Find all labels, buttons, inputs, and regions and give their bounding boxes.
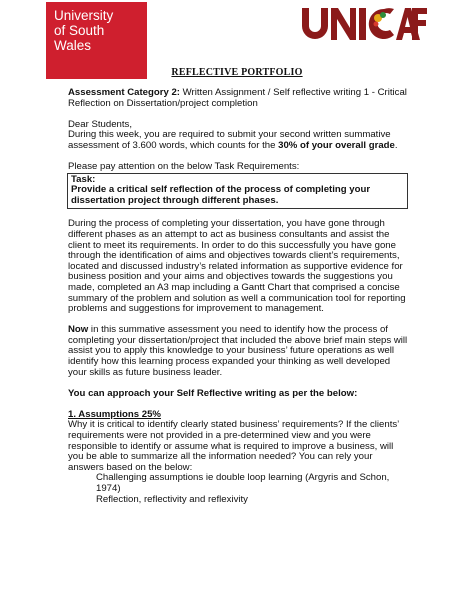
list-item-text: Reflection, reflectivity and reflexivity bbox=[96, 493, 248, 505]
body-paragraph: During the process of completing your dissertation, you have gone through different phases as an attempt to act as business consultants and assist the client to meet its requirements. In order to do this successfully you have gone through the identification of aims and objectives towards client’s requirements, located and discussed industry’s related information as supportive evidence for business position and your aims and objectives towards the suggestions you made, completed an A3 map including a Gantt Chart that comprised a concise summary of the problem and solution as well a communication tool for reporting problems and suggestions for improvement to management. bbox=[68, 218, 406, 315]
list-item bbox=[68, 473, 408, 494]
document-body bbox=[68, 88, 408, 505]
section-assumptions bbox=[68, 410, 408, 505]
intro-text: During this week, you are required to submit your second written summative assessment of 3.600 words, which counts for the bbox=[68, 129, 391, 151]
section-text: Why it is critical to identify clearly stated business’ requirements? If the clients’ requirements were not provided in a pre-determined view and you were responsible to identify or assume what is required to improve a business, will you be able to summarize all the information needed? You can rely your answers based on the below: bbox=[68, 419, 399, 473]
now-paragraph bbox=[68, 325, 408, 378]
task-label: Task: bbox=[71, 173, 96, 185]
assessment-label: Assessment Category 2: bbox=[68, 87, 180, 98]
unicaf-logo-graphic bbox=[300, 4, 428, 44]
intro-end: . bbox=[394, 139, 398, 151]
task-text: Provide a critical self reflection of the process of completing your dissertation project through different phases. bbox=[71, 184, 371, 206]
assessment-text: Written Assignment / Self reflective writing 1 - Critical Reflection on Dissertation/project completion bbox=[68, 87, 407, 109]
usw-logo-line1: University bbox=[54, 8, 114, 23]
unicaf-logo bbox=[300, 4, 428, 44]
now-bold: Now bbox=[68, 324, 89, 336]
approach-heading: You can approach your Self Reflective writing as per the below: bbox=[68, 387, 358, 399]
usw-logo-line3: Wales bbox=[54, 38, 92, 53]
task-box bbox=[67, 173, 408, 210]
greeting: Dear Students, bbox=[68, 118, 132, 130]
intro-paragraph bbox=[68, 130, 408, 151]
assessment-category bbox=[68, 88, 408, 109]
section-heading: 1. Assumptions 25% bbox=[68, 408, 161, 420]
page-title: REFLECTIVE PORTFOLIO bbox=[171, 67, 303, 78]
requirements-intro: Please pay attention on the below Task Requirements: bbox=[68, 160, 300, 172]
usw-logo-line2: of South bbox=[54, 23, 105, 38]
bullet-list bbox=[68, 473, 408, 505]
intro-bold: 30% of your overall grade bbox=[278, 139, 395, 151]
list-item-text: Challenging assumptions ie double loop learning (Argyris and Schon, 1974) bbox=[96, 472, 390, 494]
list-item bbox=[68, 495, 408, 506]
now-text: in this summative assessment you need to identify how the process of completing your dissertation/project that included the above brief main steps will assist you to apply this knowledge to your business’ future operations as well identify how this learning process expanded your thinking as well developed your skills as future business leader. bbox=[68, 324, 408, 378]
